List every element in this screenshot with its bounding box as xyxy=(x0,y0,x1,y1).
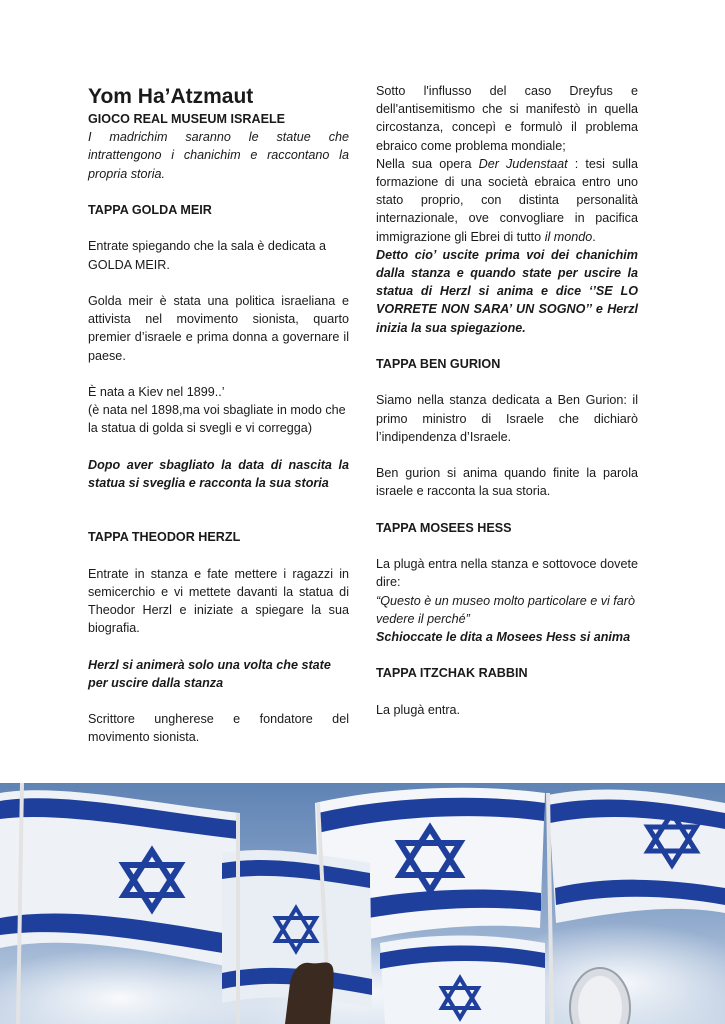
herzl-paragraph-5 xyxy=(376,155,638,246)
golda-paragraph-3b: (è nata nel 1898,ma voi sbagliate in modo che la statua di golda si svegli e vi corregga) xyxy=(88,403,346,436)
herzl-p5-italic: il mondo xyxy=(544,229,593,244)
intro-text: I madrichim saranno le statue che intrattengono i chanichim e raccontano la propria storia. xyxy=(88,130,349,181)
left-column xyxy=(88,84,349,747)
ben-gurion-heading: TAPPA BEN GURION xyxy=(376,357,501,372)
rabbin-heading: TAPPA ITZCHAK RABBIN xyxy=(376,666,528,681)
golda-paragraph-2: Golda meir è stata una politica israeliana e attivista nel movimento sionista, quarto premier d’israele e prima donna a governare il paese. xyxy=(88,293,349,363)
herzl-p5-text-b: : tesi sulla formazione di una società ebraica entro uno stato proprio, con distinta personalità internazionale, ove convogliare in pacifica immigrazione gli Ebrei di tutto xyxy=(376,156,638,244)
golda-instruction: Dopo aver sbagliato la data di nascita la statua si sveglia e racconta la sua storia xyxy=(88,457,349,490)
herzl-instruction: Herzl si animerà solo una volta che state per uscire dalla stanza xyxy=(88,657,331,690)
hess-quote: “Questo è un museo molto particolare e vi farò vedere il perché” xyxy=(376,593,635,626)
flag-left xyxy=(0,790,240,968)
herzl-p5-text-a: Nella sua opera xyxy=(376,156,479,171)
herzl-heading: TAPPA THEODOR HERZL xyxy=(88,530,241,545)
page-title: Yom Ha’Atzmaut xyxy=(88,85,254,108)
hess-instruction: Schioccate le dita a Mosees Hess si anima xyxy=(376,630,631,645)
flags-illustration xyxy=(0,783,725,1024)
rabbin-paragraph-1: La plugà entra. xyxy=(376,702,461,717)
flag-right xyxy=(548,790,725,923)
herzl-paragraph-1: Entrate in stanza e fate mettere i ragazzi in semicerchio e vi mettete davanti la statua di Theodor Herzl e iniziate a spiegare la sua biografia. xyxy=(88,566,349,636)
hess-paragraph-1: La plugà entra nella stanza e sottovoce dovete dire: xyxy=(376,557,638,590)
golda-paragraph-3a: È nata a Kiev nel 1899..’ xyxy=(88,384,225,399)
herzl-paragraph-3: Scrittore ungherese e fondatore del movimento sionista. xyxy=(88,712,349,745)
subtitle: GIOCO REAL MUSEUM ISRAELE xyxy=(88,112,286,126)
herzl-paragraph-4: Sotto l'influsso del caso Dreyfus e dell'antisemitismo che si manifestò in quella circostanza, concepì e formulò il problema ebraico come problema mondiale; xyxy=(376,84,638,153)
israeli-flags-photo xyxy=(0,783,725,1024)
right-column xyxy=(376,82,638,719)
golda-paragraph-1: Entrate spiegando che la sala è dedicata a GOLDA MEIR. xyxy=(88,239,327,272)
hess-heading: TAPPA MOSEES HESS xyxy=(376,520,512,535)
flag-lower-center xyxy=(380,936,545,1024)
ben-gurion-paragraph-2: Ben gurion si anima quando finite la parola israele e racconta la sua storia. xyxy=(376,466,638,499)
herzl-instruction-2: Detto cio’ uscite prima voi dei chanichim dalla stanza e quando state per uscire la statua di Herzl si anima e dice ‘’SE LO VORRETE NON SARA’ UN SOGNO’’ e Herzl inizia la sua spiegazione. xyxy=(376,247,638,335)
golda-heading: TAPPA GOLDA MEIR xyxy=(88,203,212,217)
ben-gurion-paragraph-1: Siamo nella stanza dedicata a Ben Gurion: il primo ministro di Israele che dichiarò l’indipendenza d’Israele. xyxy=(376,393,638,444)
book-title: Der Judenstaat xyxy=(478,156,568,171)
herzl-p5-end: . xyxy=(592,229,596,244)
